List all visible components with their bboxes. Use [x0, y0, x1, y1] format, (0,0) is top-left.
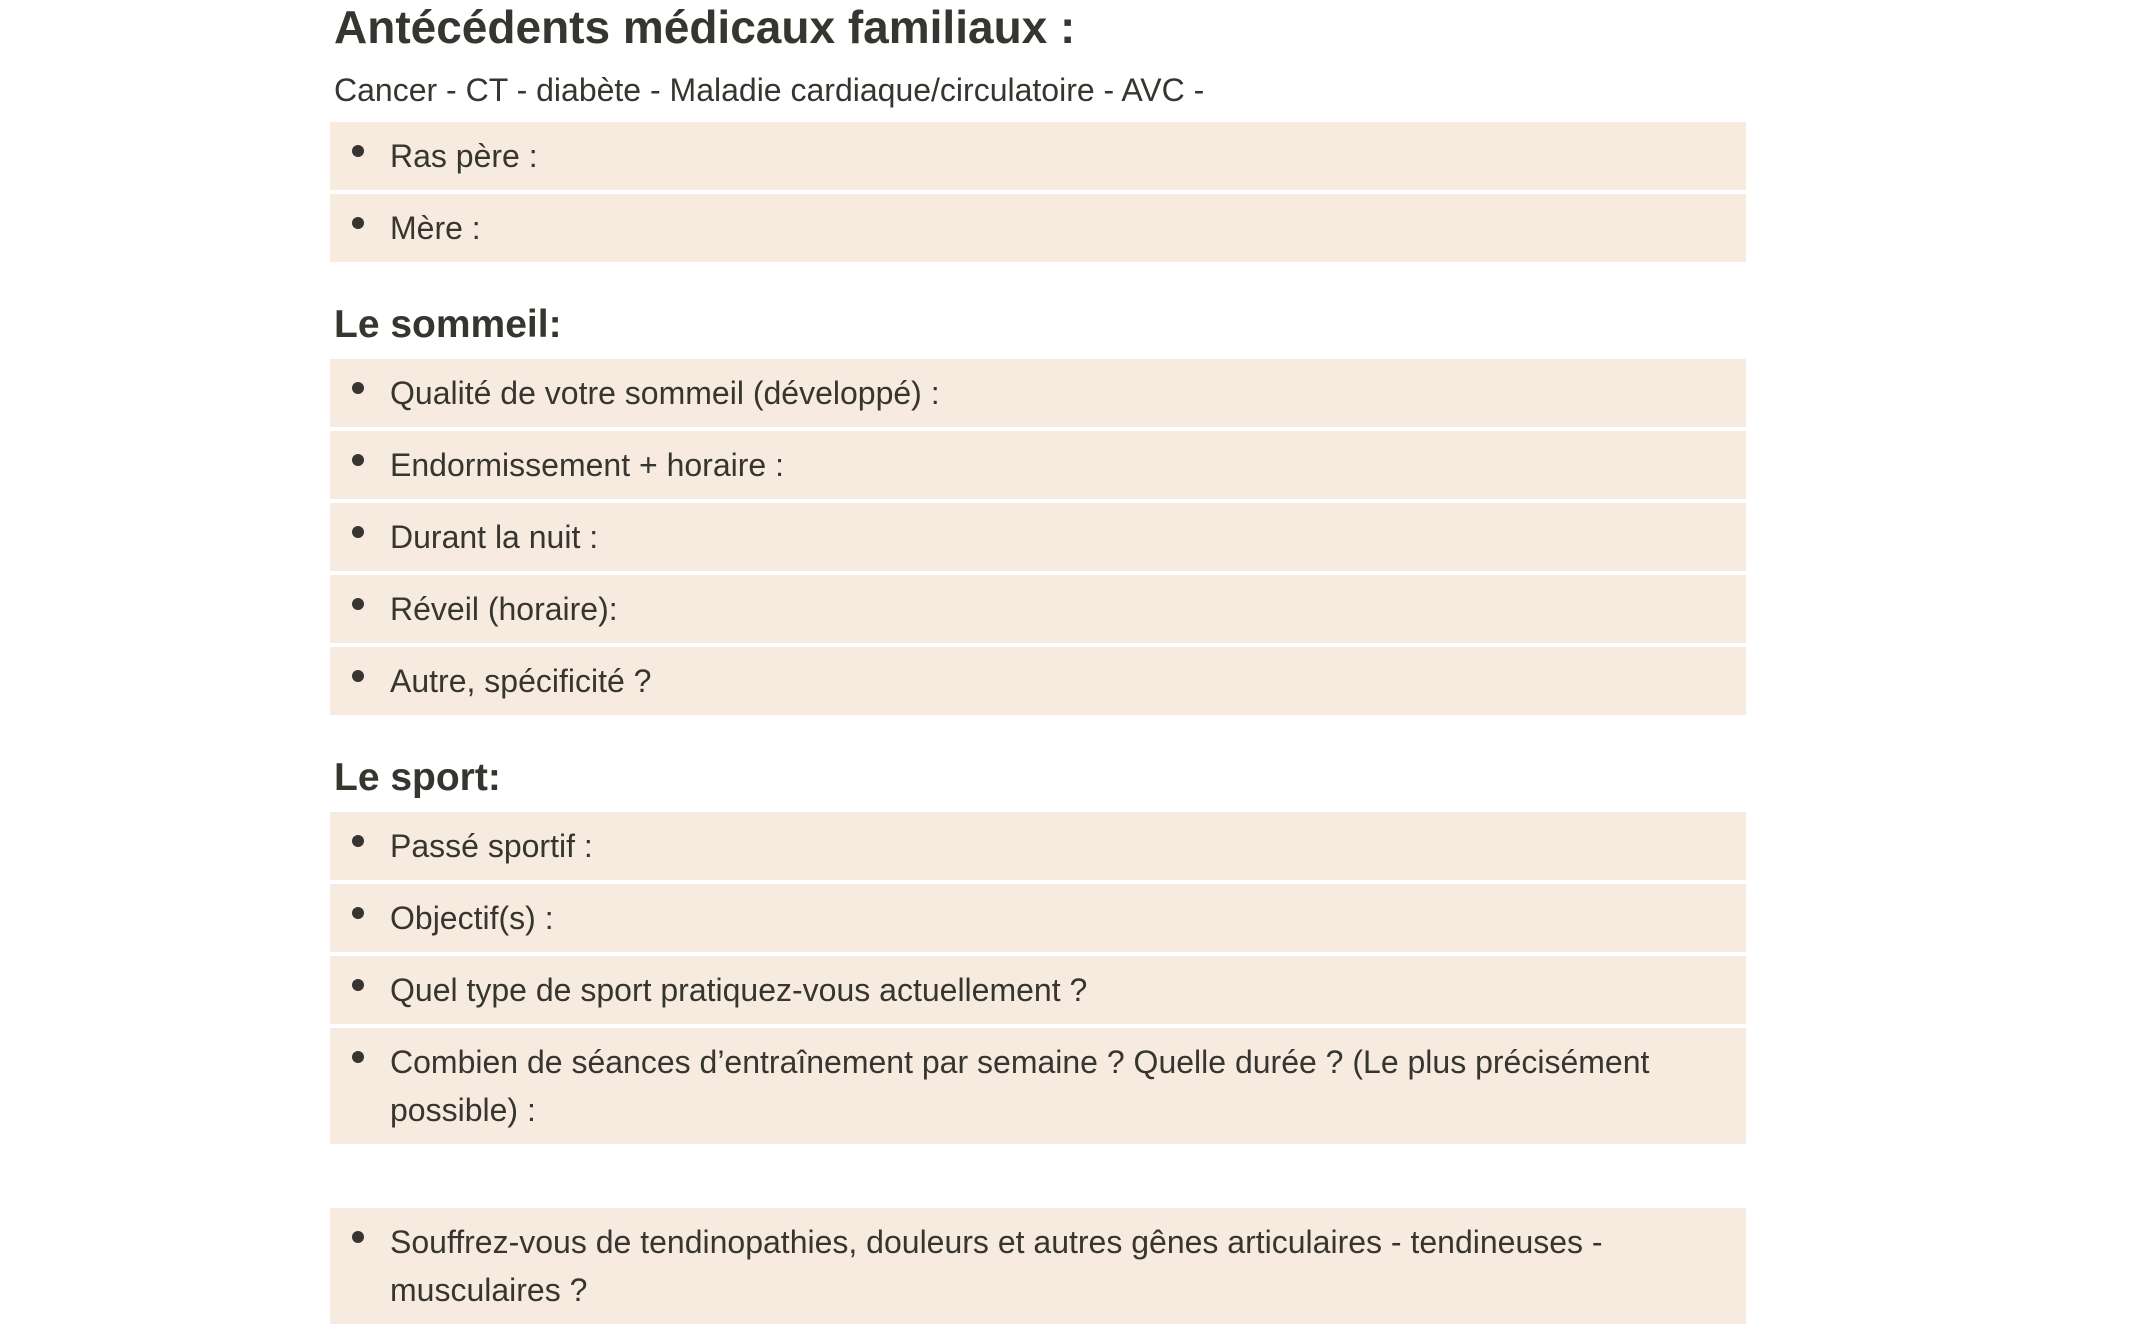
bullet-icon [352, 1231, 364, 1243]
list-item-training-sessions[interactable] [330, 1028, 1746, 1144]
list-item-text: Quel type de sport pratiquez-vous actuellement ? [390, 971, 1088, 1008]
bullet-icon [352, 598, 364, 610]
list-item-falling-asleep[interactable] [330, 431, 1746, 499]
list-item-text: Qualité de votre sommeil (développé) : [390, 374, 940, 411]
list-item-text: Durant la nuit : [390, 518, 599, 555]
list-item-text: Combien de séances d’entraînement par semaine ? Quelle durée ? (Le plus précisément possible) : [390, 1043, 1650, 1128]
list-item-during-night[interactable] [330, 503, 1746, 571]
list-item-text: Souffrez-vous de tendinopathies, douleurs et autres gênes articulaires - tendineuses - musculaires ? [390, 1223, 1603, 1308]
list-item-sleep-quality[interactable] [330, 359, 1746, 427]
bullet-icon [352, 670, 364, 682]
sleep-heading: Le sommeil: [334, 303, 562, 346]
list-item-text: Endormissement + horaire : [390, 446, 784, 483]
list-item-mother[interactable] [330, 194, 1746, 262]
bullet-icon [352, 979, 364, 991]
document-page [330, 0, 1746, 1328]
list-item-text: Passé sportif : [390, 827, 593, 864]
bullet-icon [352, 1051, 364, 1063]
bullet-icon [352, 217, 364, 229]
bullet-icon [352, 526, 364, 538]
sport-heading: Le sport: [334, 755, 501, 799]
list-item-text: Objectif(s) : [390, 899, 554, 936]
bullet-icon [352, 907, 364, 919]
list-item-sport-type[interactable] [330, 956, 1746, 1024]
list-item-father[interactable] [330, 122, 1746, 190]
list-item-wake-up[interactable] [330, 575, 1746, 643]
list-item-goals[interactable] [330, 884, 1746, 952]
bullet-icon [352, 382, 364, 394]
list-item-other-specificity[interactable] [330, 647, 1746, 715]
scrollbar[interactable] [2138, 0, 2142, 1320]
family-history-conditions[interactable]: Cancer - CT - diabète - Maladie cardiaque/circulatoire - AVC - [334, 72, 1205, 108]
list-item-sport-past[interactable] [330, 812, 1746, 880]
bullet-icon [352, 454, 364, 466]
list-item-text: Réveil (horaire): [390, 590, 618, 627]
spacer [330, 1148, 1746, 1208]
bullet-icon [352, 835, 364, 847]
list-item-text: Mère : [390, 210, 481, 246]
family-history-heading: Antécédents médicaux familiaux : [334, 1, 1076, 53]
list-item-joint-pain[interactable] [330, 1208, 1746, 1324]
list-item-text: Ras père : [390, 138, 538, 174]
bullet-icon [352, 145, 364, 157]
list-item-text: Autre, spécificité ? [390, 662, 652, 699]
